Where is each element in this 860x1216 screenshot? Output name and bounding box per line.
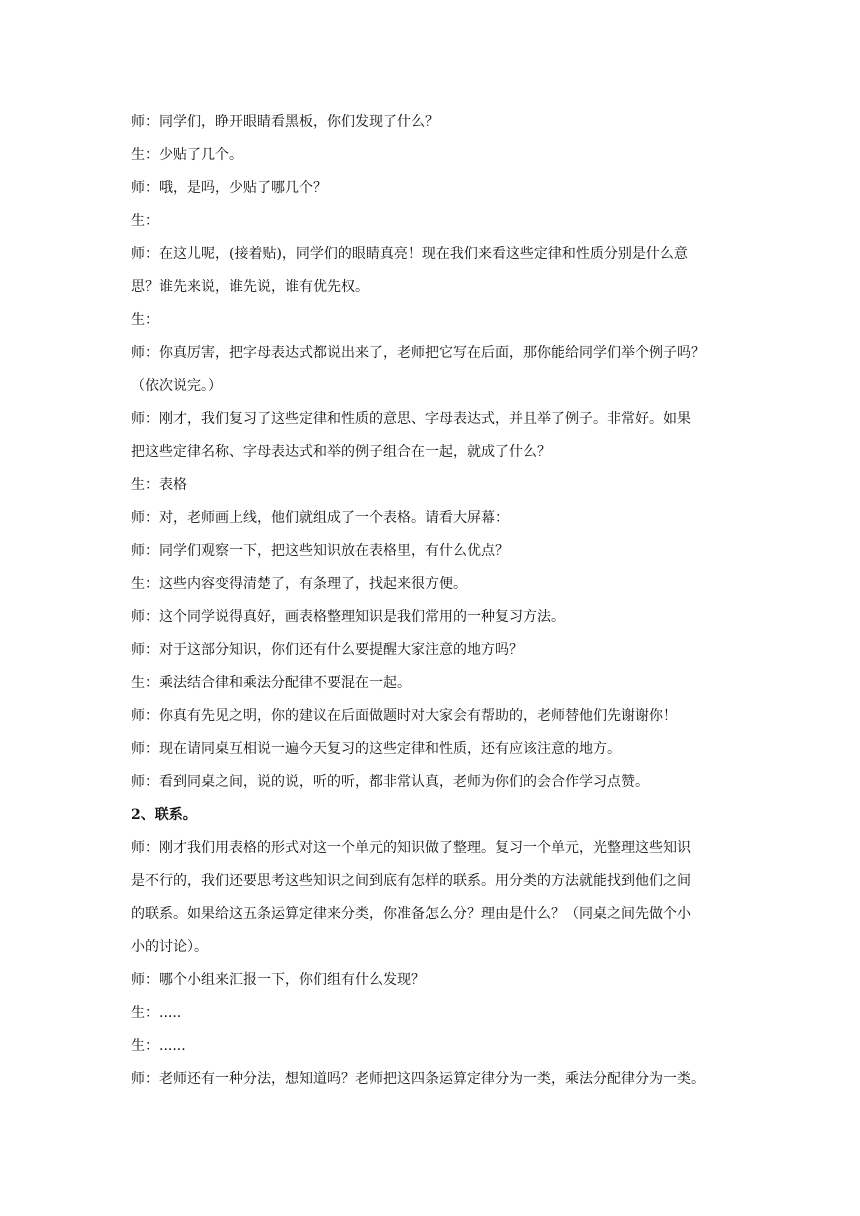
dialogue-line: 生：......: [131, 1038, 186, 1054]
section-heading: 2、联系。: [131, 807, 197, 823]
dialogue-line: 师：同学们观察一下，把这些知识放在表格里，有什么优点？: [131, 543, 509, 559]
dialogue-line: 师：对，老师画上线，他们就组成了一个表格。请看大屏幕：: [131, 510, 509, 526]
dialogue-line: 师：同学们，睁开眼睛看黑板，你们发现了什么？: [131, 114, 439, 130]
dialogue-line: 是不行的，我们还要思考这些知识之间到底有怎样的联系。用分类的方法就能找到他们之间: [131, 873, 691, 889]
dialogue-line: 生：: [131, 312, 159, 328]
dialogue-line: 生：表格: [131, 477, 187, 493]
dialogue-line: 师：刚才，我们复习了这些定律和性质的意思、字母表达式，并且举了例子。非常好。如果: [131, 411, 691, 427]
dialogue-line: 生：少贴了几个。: [131, 147, 243, 163]
dialogue-line: 师：看到同桌之间，说的说，听的听，都非常认真，老师为你们的会合作学习点赞。: [131, 774, 649, 790]
dialogue-line: 师：哦，是吗，少贴了哪几个？: [131, 180, 327, 196]
dialogue-line: 师：现在请同桌互相说一遍今天复习的这些定律和性质，还有应该注意的地方。: [131, 741, 621, 757]
dialogue-line: 生：.....: [131, 1005, 182, 1021]
dialogue-line: 生：: [131, 213, 159, 229]
dialogue-line: 师：这个同学说得真好，画表格整理知识是我们常用的一种复习方法。: [131, 609, 565, 625]
dialogue-line: 师：对于这部分知识，你们还有什么要提醒大家注意的地方吗？: [131, 642, 523, 658]
dialogue-line: 师：刚才我们用表格的形式对这一个单元的知识做了整理。复习一个单元，光整理这些知识: [131, 840, 691, 856]
dialogue-line: 小的讨论）。: [131, 939, 208, 955]
document-body: [131, 106, 731, 1096]
dialogue-line: （依次说完。）: [131, 378, 222, 394]
dialogue-line: 师：哪个小组来汇报一下，你们组有什么发现？: [131, 972, 425, 988]
dialogue-line: 师：老师还有一种分法，想知道吗？老师把这四条运算定律分为一类，乘法分配律分为一类。: [131, 1071, 705, 1087]
dialogue-line: 把这些定律名称、字母表达式和举的例子组合在一起，就成了什么？: [131, 444, 551, 460]
dialogue-line: 师：你真厉害，把字母表达式都说出来了，老师把它写在后面，那你能给同学们举个例子吗？: [131, 345, 705, 361]
dialogue-line: 生：这些内容变得清楚了，有条理了，找起来很方便。: [131, 576, 467, 592]
dialogue-line: 思？谁先来说，谁先说，谁有优先权。: [131, 279, 369, 295]
dialogue-line: 的联系。如果给这五条运算定律来分类，你准备怎么分？理由是什么？（同桌之间先做个小: [131, 906, 691, 922]
dialogue-line: 生：乘法结合律和乘法分配律不要混在一起。: [131, 675, 411, 691]
dialogue-line: 师：在这儿呢，(接着贴)，同学们的眼睛真亮！现在我们来看这些定律和性质分别是什么意: [131, 246, 688, 262]
dialogue-line: 师：你真有先见之明，你的建议在后面做题时对大家会有帮助的，老师替他们先谢谢你！: [131, 708, 677, 724]
